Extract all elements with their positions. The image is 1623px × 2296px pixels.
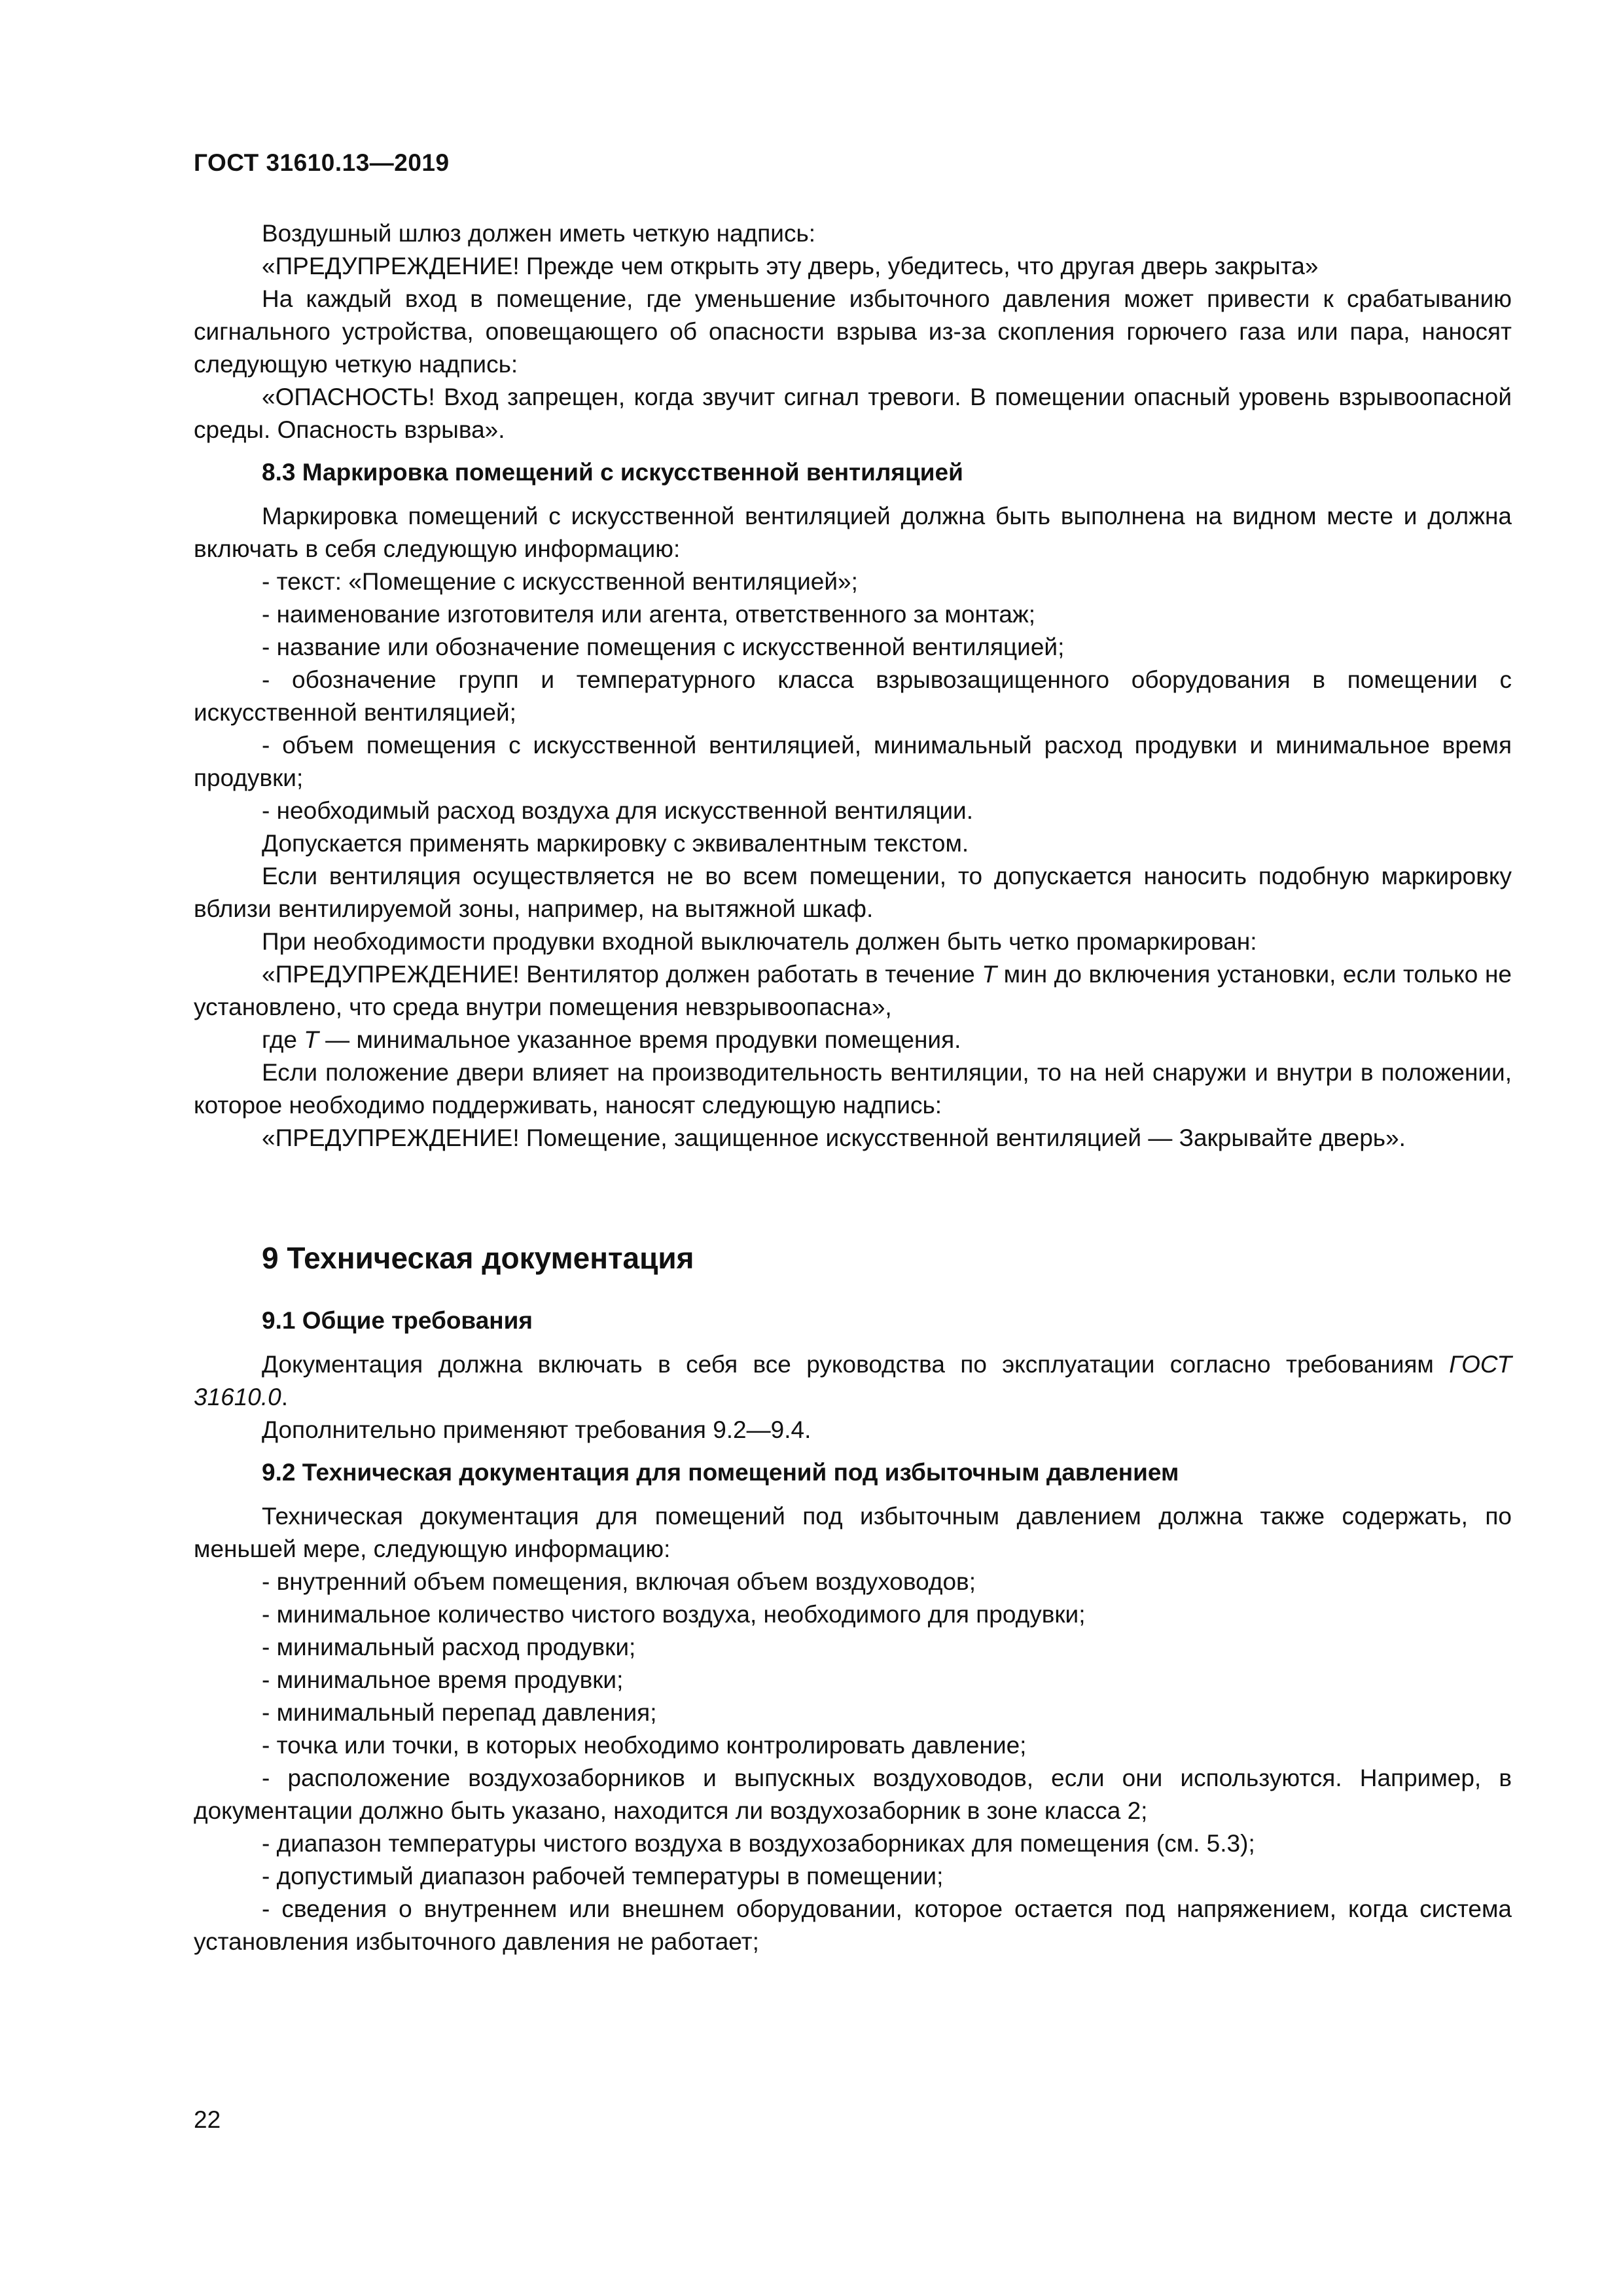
paragraph: Если вентиляция осуществляется не во всем помещении, то допускается наносить подобную маркировку вблизи вентилируемой зоны, например, на вытяжной шкаф. xyxy=(194,863,1512,922)
list-item: - диапазон температуры чистого воздуха в воздухозаборниках для помещения (см. 5.3); xyxy=(262,1830,1255,1857)
list-item: - наименование изготовителя или агента, ответственного за монтаж; xyxy=(262,601,1036,628)
list-item: - минимальное время продувки; xyxy=(262,1666,624,1693)
subsection-heading-9-1: 9.1 Общие требования xyxy=(262,1307,533,1334)
paragraph: Если положение двери влияет на производительность вентиляции, то на ней снаружи и внутри в положении, которое необходимо поддерживать, наносят следующую надпись: xyxy=(194,1059,1512,1119)
text-run: . xyxy=(281,1384,289,1410)
paragraph: На каждый вход в помещение, где уменьшение избыточного давления может привести к срабатыванию сигнального устройства, оповещающего об опасности взрыва из-за скопления горючего газа или пара, наносят следующую четкую надпись: xyxy=(194,285,1512,378)
text-run: где xyxy=(262,1026,304,1053)
paragraph: Дополнительно применяют требования 9.2—9.4. xyxy=(262,1416,812,1443)
section-heading-9: 9 Техническая документация xyxy=(262,1241,694,1275)
list-item: - точка или точки, в которых необходимо контролировать давление; xyxy=(262,1732,1027,1759)
list-item: - внутренний объем помещения, включая объем воздуховодов; xyxy=(262,1568,976,1595)
paragraph: Техническая документация для помещений под избыточным давлением должна также содержать, по меньшей мере, следующую информацию: xyxy=(194,1503,1512,1562)
paragraph: «ОПАСНОСТЬ! Вход запрещен, когда звучит сигнал тревоги. В помещении опасный уровень взрывоопасной среды. Опасность взрыва». xyxy=(194,384,1512,443)
list-item: - текст: «Помещение с искусственной вентиляцией»; xyxy=(262,568,858,595)
paragraph: Маркировка помещений с искусственной вентиляцией должна быть выполнена на видном месте и должна включать в себя следующую информацию: xyxy=(194,503,1512,562)
subsection-heading-8-3: 8.3 Маркировка помещений с искусственной вентиляцией xyxy=(262,459,963,486)
text-run: мин до включения установки, если только не установлено, что среда внутри помещения невзрывоопасна», xyxy=(194,961,1512,1020)
paragraph: «ПРЕДУПРЕЖДЕНИЕ! Прежде чем открыть эту дверь, убедитесь, что другая дверь закрыта» xyxy=(262,253,1319,279)
list-item: - допустимый диапазон рабочей температуры в помещении; xyxy=(262,1863,944,1890)
list-item: - расположение воздухозаборников и выпускных воздуховодов, если они используются. Например, в документации должно быть указано, находится ли воздухозаборник в зоне класса 2; xyxy=(194,1765,1512,1824)
document-header: ГОСТ 31610.13—2019 xyxy=(194,149,450,176)
page-number: 22 xyxy=(194,2106,221,2133)
subsection-heading-9-2: 9.2 Техническая документация для помещений под избыточным давлением xyxy=(262,1459,1179,1486)
list-item: - обозначение групп и температурного класса взрывозащищенного оборудования в помещении с искусственной вентиляцией; xyxy=(194,666,1512,726)
paragraph: «ПРЕДУПРЕЖДЕНИЕ! Помещение, защищенное искусственной вентиляцией — Закрывайте дверь». xyxy=(262,1124,1406,1151)
list-item: - название или обозначение помещения с искусственной вентиляцией; xyxy=(262,634,1065,660)
paragraph xyxy=(194,1348,1512,1414)
list-item: - необходимый расход воздуха для искусственной вентиляции. xyxy=(262,797,974,824)
paragraph: Допускается применять маркировку с эквивалентным текстом. xyxy=(262,830,969,857)
text-run: «ПРЕДУПРЕЖДЕНИЕ! Вентилятор должен работать в течение xyxy=(262,961,982,988)
document-body xyxy=(194,217,1512,1958)
list-item: - минимальный перепад давления; xyxy=(262,1699,657,1726)
text-run: — минимальное указанное время продувки помещения. xyxy=(318,1026,961,1053)
paragraph xyxy=(194,1024,1512,1056)
text-run: Документация должна включать в себя все руководства по эксплуатации согласно требованиям xyxy=(262,1351,1450,1378)
list-item: - сведения о внутреннем или внешнем оборудовании, которое остается под напряжением, когда система установления избыточного давления не работает; xyxy=(194,1895,1512,1955)
variable-t: T xyxy=(982,961,997,988)
paragraph: Воздушный шлюз должен иметь четкую надпись: xyxy=(262,220,816,247)
list-item: - минимальный расход продувки; xyxy=(262,1634,636,1660)
standard-reference: ГОСТ 31610.0 xyxy=(194,1351,1512,1410)
paragraph xyxy=(194,958,1512,1024)
list-item: - объем помещения с искусственной вентиляцией, минимальный расход продувки и минимальное время продувки; xyxy=(194,732,1512,791)
list-item: - минимальное количество чистого воздуха, необходимого для продувки; xyxy=(262,1601,1086,1628)
paragraph: При необходимости продувки входной выключатель должен быть четко промаркирован: xyxy=(262,928,1257,955)
variable-t: T xyxy=(304,1026,319,1053)
